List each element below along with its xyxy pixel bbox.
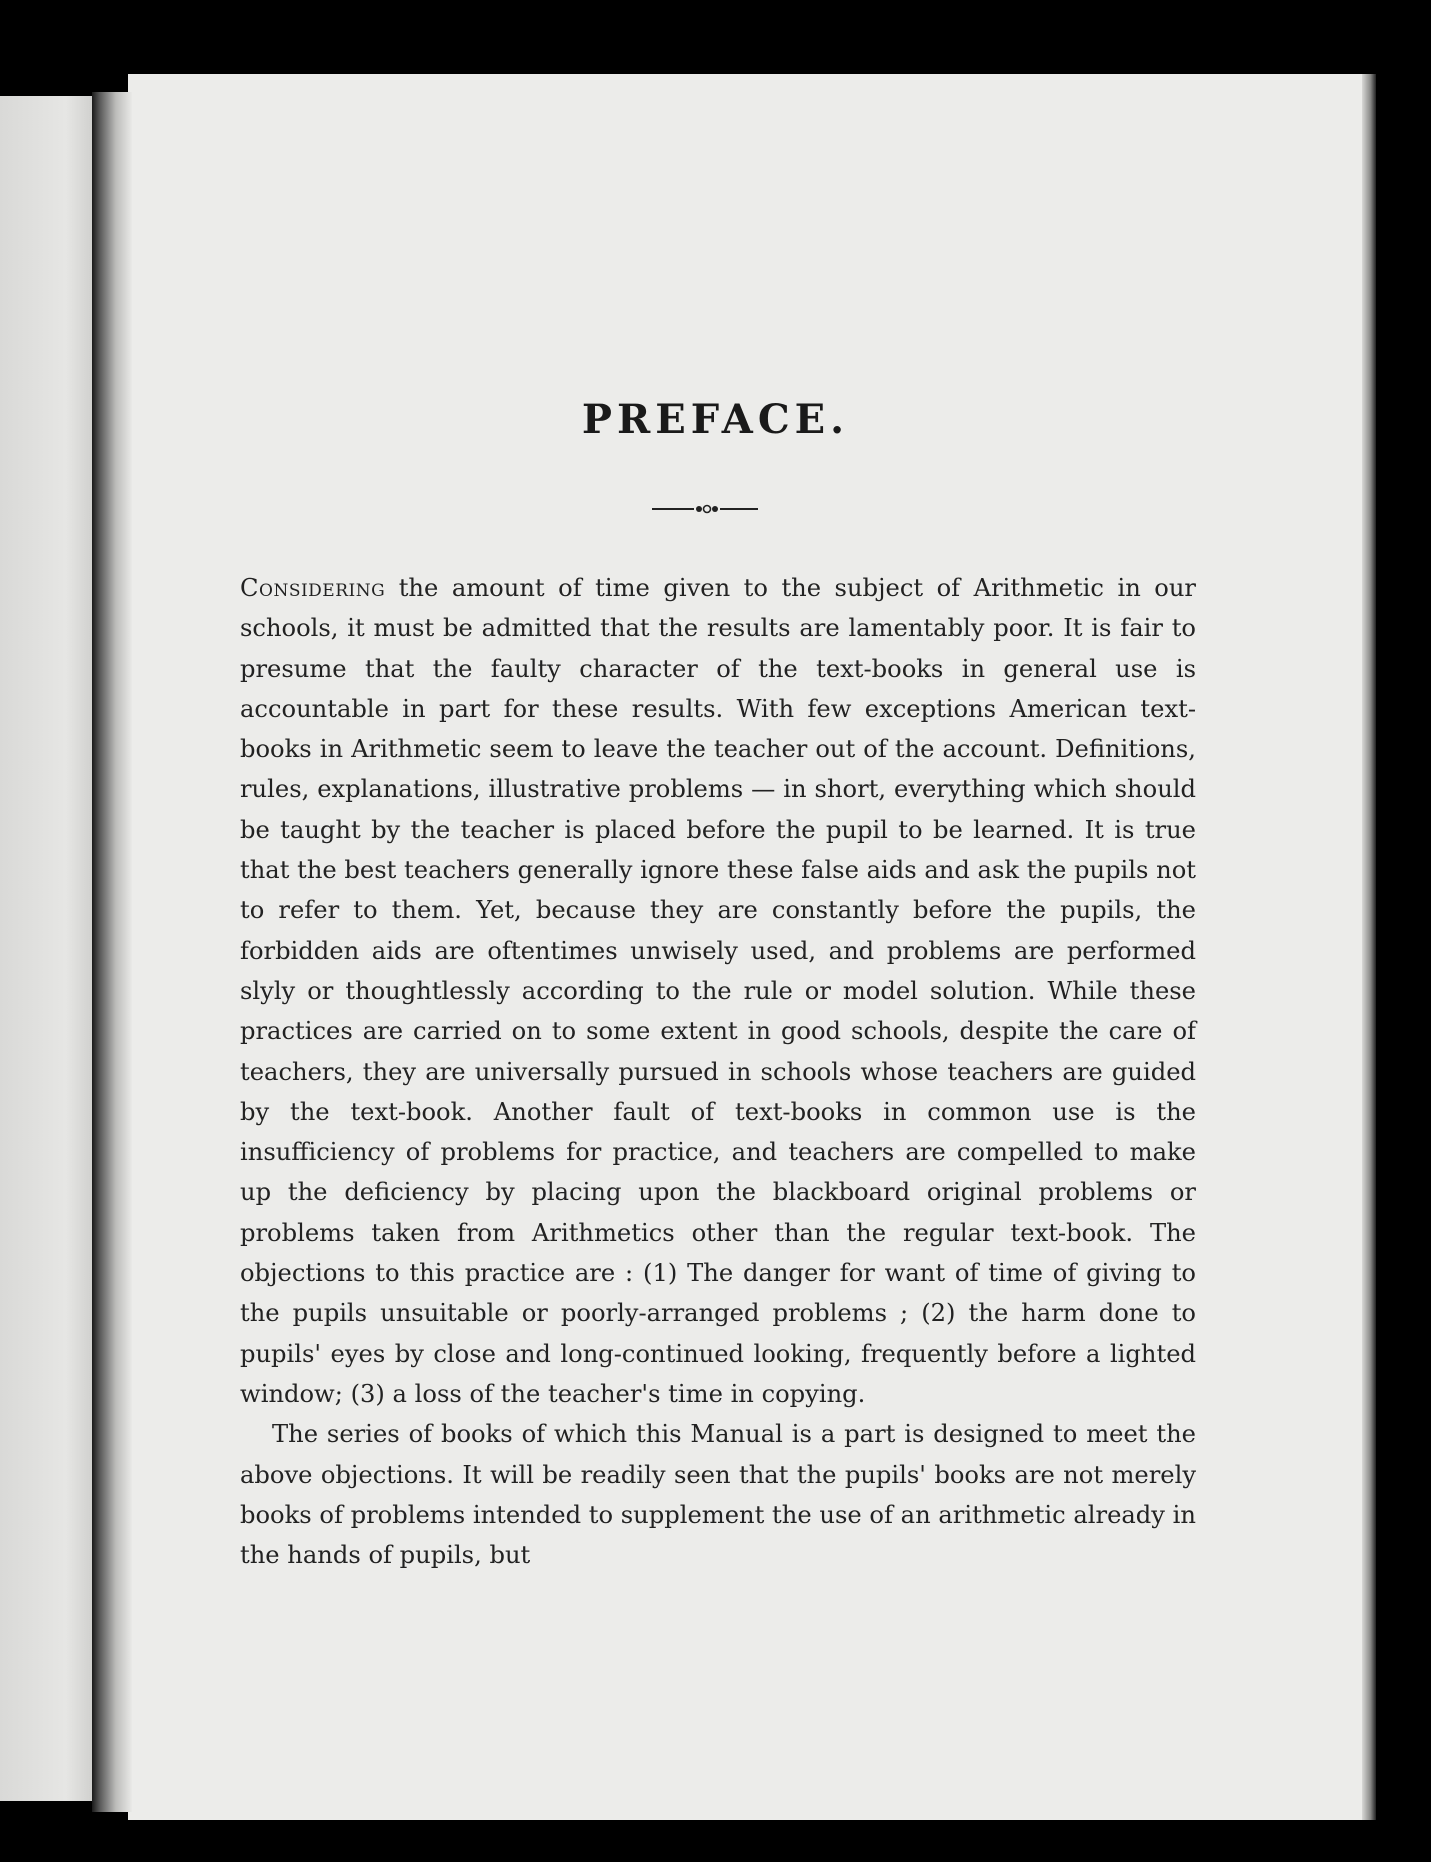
title-ornament-rule [650, 502, 760, 516]
previous-page-edge [0, 96, 94, 1801]
paragraph-2: The series of books of which this Manual is a part is designed to meet the above objections. It will be readily seen that the pupils' books are not merely books of problems intended to supplement the use of an arithmetic already in the hands of pupils, but [240, 1420, 1196, 1570]
page-edge-right [1362, 74, 1376, 1820]
paragraph-1-text: the amount of time given to the subject of Arithmetic in our schools, it must be admitted that the results are lamentably poor. It is fair to presume that the faulty character of the text-books in general use is accountable in part for these results. With few exceptions American text-books in Arithmetic seem to leave the teacher out of the account. Definitions, rules, explanations, illustrative problems — in short, everything which should be taught by the teacher is placed before the pupil to be learned. It is true that the best teachers generally ignore these false aids and ask the pupils not to refer to them. Yet, because they are constantly before the pupils, the forbidden aids are oftentimes unwisely used, and problems are performed slyly or thoughtlessly according to the rule or model solution. While these practices are carried on to some extent in good schools, despite the care of teachers, they are universally pursued in schools whose teachers are guided by the text-book. Another fault of text-books in common use is the insufficiency of problems for practice, and teachers are compelled to make up the deficiency by placing upon the blackboard original problems or problems taken from Arithmetics other than the regular text-book. The objections to this practice are : (1) The danger for want of time of giving to the pupils unsuitable or poorly-arranged problems ; (2) the harm done to pupils' eyes by close and long-continued looking, frequently before a lighted window; (3) a loss of the teacher's time in copying. [240, 574, 1196, 1408]
preface-body [240, 568, 1196, 1575]
paragraph-1 [240, 568, 1196, 1414]
paragraph-1-lead-word: Considering [240, 574, 386, 602]
page-title: PREFACE. [581, 396, 850, 443]
spine-shadow [92, 92, 132, 1812]
